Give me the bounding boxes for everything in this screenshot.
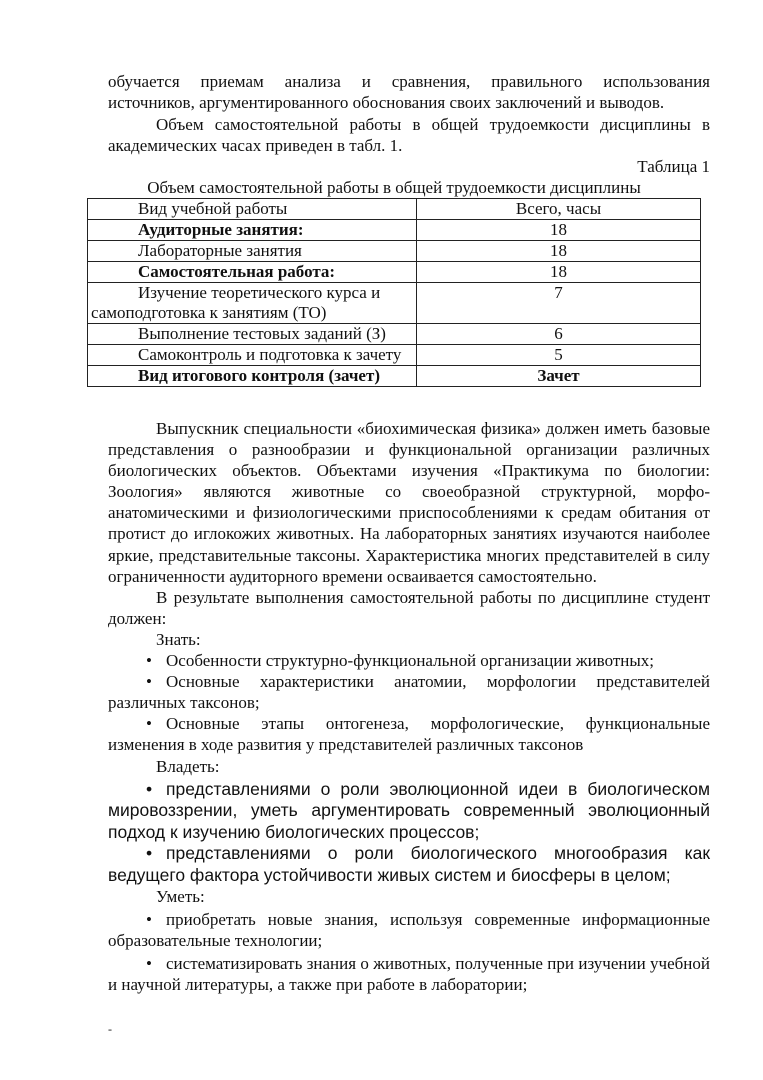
- table-cell-value: 18: [417, 220, 701, 241]
- table-cell-value: 18: [417, 262, 701, 283]
- know-item: • Основные характеристики анатомии, морфологии представителей различных таксонов;: [108, 672, 710, 713]
- intro-line-2: источников, аргументированного обоснования своих заключений и выводов.: [108, 93, 665, 113]
- table-row: [88, 324, 701, 345]
- table-row: [88, 241, 701, 262]
- table-caption: Объем самостоятельной работы в общей трудоемкости дисциплины: [147, 178, 641, 197]
- footer-mark: -: [108, 1022, 112, 1036]
- work-volume-table: [87, 198, 701, 387]
- table-row: [88, 345, 701, 366]
- bullet-icon: •: [146, 651, 152, 671]
- table-row: [88, 220, 701, 241]
- table-cell-label: Изучение теоретического курса и самоподготовка к занятиям (ТО): [88, 283, 417, 324]
- table-row: [88, 366, 701, 387]
- intro-line-1: обучается приемам анализа и сравнения, правильного использования: [108, 72, 710, 91]
- table-cell-value: 5: [417, 345, 701, 366]
- table-cell-label: Выполнение тестовых заданий (З): [88, 324, 417, 345]
- bullet-icon: •: [146, 714, 152, 734]
- table-row: [88, 283, 701, 324]
- table-cell-value: 18: [417, 241, 701, 262]
- bullet-icon: •: [146, 843, 153, 864]
- bullet-icon: •: [146, 954, 152, 974]
- table-cell-label: Аудиторные занятия:: [88, 220, 417, 241]
- know-item: • Основные этапы онтогенеза, морфологические, функциональные изменения в ходе развития у представителей различных таксонов: [108, 714, 710, 755]
- table-cell-value: 7: [417, 283, 701, 324]
- table-cell-label: Самоконтроль и подготовка к зачету: [88, 345, 417, 366]
- table-cell-label: Вид итогового контроля (зачет): [88, 366, 417, 387]
- intro-paragraph-2: Объем самостоятельной работы в общей трудоемкости дисциплины в академических часах приведен в табл. 1.: [108, 114, 710, 155]
- bullet-icon: •: [146, 910, 152, 930]
- table-cell-value: 6: [417, 324, 701, 345]
- body-paragraph-2: В результате выполнения самостоятельной работы по дисциплине студент должен:: [108, 587, 710, 628]
- own-item: • представлениями о роли эволюционной идеи в биологическом мировоззрении, уметь аргументировать современный эволюционный подход к изучению биологических процессов;: [108, 778, 710, 842]
- table-header-row: [88, 199, 701, 220]
- table-header-cell: Всего, часы: [417, 199, 701, 220]
- table-cell-label: Лабораторные занятия: [88, 241, 417, 262]
- table-row: [88, 262, 701, 283]
- table-number: Таблица 1: [637, 157, 710, 177]
- bullet-icon: •: [146, 778, 153, 799]
- own-item: • представлениями о роли биологического многообразия как ведущего фактора устойчивости живых систем и биосферы в целом;: [108, 843, 710, 885]
- know-item: • Особенности структурно-функциональной организации животных;: [146, 651, 655, 671]
- table-cell-value: Зачет: [417, 366, 701, 387]
- own-label: Владеть:: [156, 756, 220, 776]
- body-block: [108, 418, 710, 996]
- can-label: Уметь:: [156, 887, 205, 907]
- table-header-cell: Вид учебной работы: [88, 199, 417, 220]
- bullet-icon: •: [146, 672, 152, 692]
- body-paragraph-1: Выпускник специальности «биохимическая физика» должен иметь базовые представления о разнообразии и функциональной организации различных биологических объектов. Объектами изучения «Практикума по биологии: Зоология» являются животные со своеобразной структурной, морфо-анатомическими и физиологическими приспособлениями к средам обитания от протист до иглокожих животных. На лабораторных занятиях изучаются наиболее яркие, представительные таксоны. Характеристика многих представителей в силу ограниченности аудиторного времени осваивается самостоятельно.: [108, 419, 710, 586]
- can-item: • систематизировать знания о животных, полученные при изучении учебной и научной литературы, а также при работе в лаборатории;: [108, 954, 710, 995]
- intro-block: [108, 71, 710, 177]
- know-label: Знать:: [156, 629, 201, 649]
- table-cell-label: Самостоятельная работа:: [88, 262, 417, 283]
- can-item: • приобретать новые знания, используя современные информационные образовательные технологии;: [108, 910, 710, 951]
